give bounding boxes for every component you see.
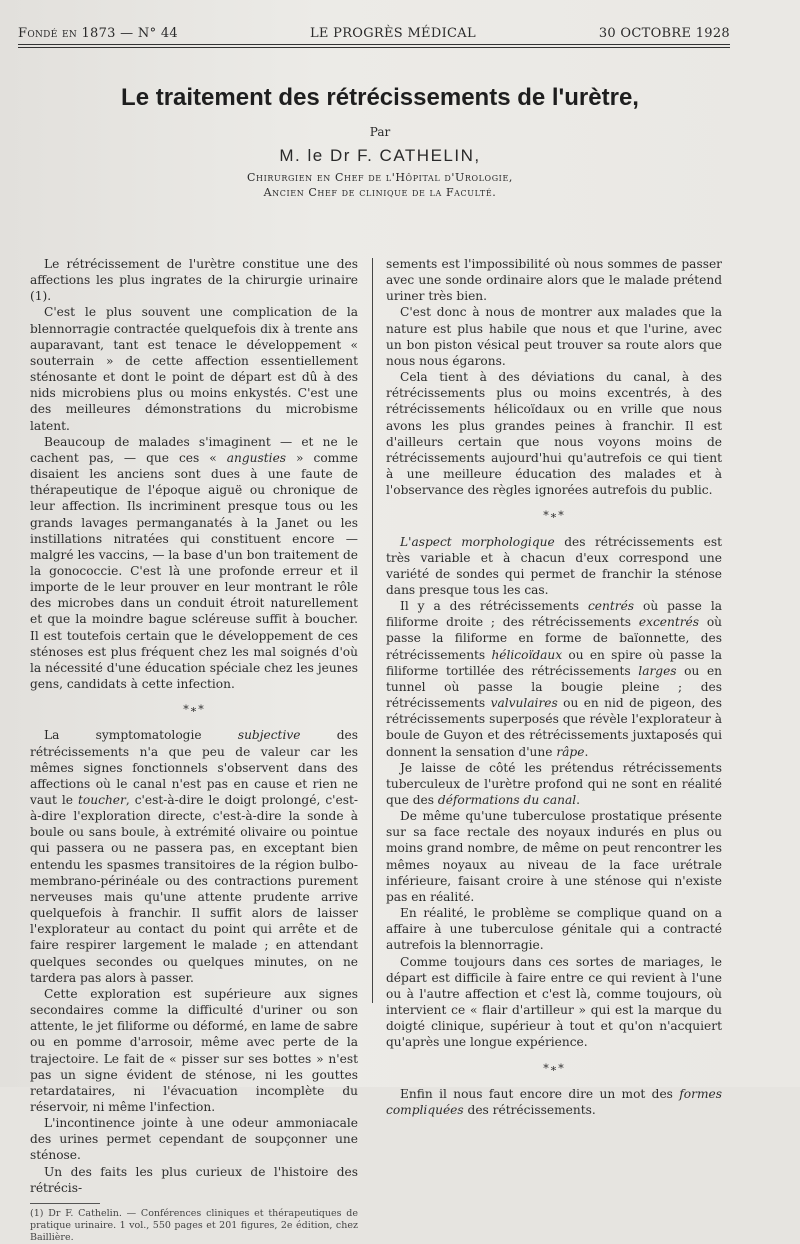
paragraph: De même qu'une tuberculose prostatique présente sur sa face rectale des noyaux indurés en plus ou moins grand nombre, de même on peut rencontrer les mêmes noyaux au niveau de la face urétrale inférieure, faisant croire à une sténose qui n'existe pas en réalité. xyxy=(386,809,722,904)
paragraph: Cela tient à des déviations du canal, à des rétrécissements plus ou moins excentrés, à des rétrécissements hélicoïdaux ou en vrille que nous avons les plus grandes peines à franchir. Il est d'ailleurs certain que nous voyons moins de rétrécissements aujourd'hui qu'autrefois ce qui tient à une meilleure éducation des malades et à l'observance des règles ignorées autrefois du public. xyxy=(386,370,722,498)
section-asterism: *∗* xyxy=(543,509,565,523)
header-journal-title: LE PROGRÈS MÉDICAL xyxy=(310,26,476,41)
right-column xyxy=(386,256,722,1118)
page-header xyxy=(18,24,730,44)
paragraph: Le rétrécissement de l'urètre constitue une des affections les plus ingrates de la chirurgie urinaire (1). xyxy=(30,257,358,304)
paragraph: sements est l'impossibilité où nous sommes de passer avec une sonde ordinaire alors que le malade prétend uriner très bien. xyxy=(386,257,722,304)
paragraph: L'incontinence jointe à une odeur ammoniacale des urines permet cependant de soupçonner une sténose. xyxy=(30,1116,358,1163)
header-date: 30 OCTOBRE 1928 xyxy=(598,26,730,41)
paragraph: En réalité, le problème se complique quand on a affaire à une tuberculose génitale qui a contracté autrefois la blennorragie. xyxy=(386,906,722,953)
footnote-rule xyxy=(30,1203,100,1204)
author-name: M. le Dr F. CATHELIN, xyxy=(279,146,481,165)
article-title: Le traitement des rétrécissements de l'urètre, xyxy=(121,84,639,111)
column-divider xyxy=(372,258,373,1003)
left-column xyxy=(30,256,358,1244)
author-affiliation-1: Chirurgien en Chef de l'Hôpital d'Urologie, xyxy=(247,171,513,184)
section-asterism: *∗* xyxy=(183,703,205,717)
paragraph: Comme toujours dans ces sortes de mariages, le départ est difficile à faire entre ce qui revient à l'une ou à l'autre affection et c'est là, comme toujours, où intervient ce « flair d'artilleur » qui est la marque du doigté clinique, supérieur à tout et qu'on n'acquiert qu'après une longue expérience. xyxy=(386,954,722,1050)
paragraph: Un des faits les plus curieux de l'histoire des rétrécis- xyxy=(30,1164,358,1195)
header-rule-double xyxy=(18,47,730,48)
paragraph: C'est le plus souvent une complication de la blennorragie contractée quelquefois dix à trente ans auparavant, tant est tenace le développement « souterrain » de cette affection essentiellement sténosante et dont le point de départ est dû à des nids microbiens plus ou moins enkystés. C'est une des meilleures démonstrations du microbisme latent. xyxy=(30,305,358,433)
byline-par: Par xyxy=(369,125,391,139)
section-asterism: *∗* xyxy=(543,1061,565,1075)
paragraph: L'aspect morphologique des rétrécissements est très variable et à chacun d'eux correspond une variété de sondes qui permet de franchir la sténose dans presque tous les cas. xyxy=(386,534,722,597)
paragraph: Il y a des rétrécissements centrés où passe la filiforme droite ; des rétrécissements excentrés où passe la filiforme en forme de baïonnette, des rétrécissements hélicoïdaux ou en spire où passe la filiforme tortillée des rétrécissements larges ou en tunnel où passe la bougie pleine ; des rétrécissements valvulaires ou en nid de pigeon, des rétrécissements superposés que révèle l'explorateur à boule de Guyon et des rétrécissements juxtaposés qui donnent la sensation d'une râpe. xyxy=(386,599,723,759)
footnote: (1) Dr F. Cathelin. — Conférences cliniques et thérapeutiques de pratique urinaire. 1 vol., 550 pages et 201 figures, 2e édition, chez Baillière. xyxy=(30,1207,358,1243)
paragraph: C'est donc à nous de montrer aux malades que la nature est plus habile que nous et que l'urine, avec un bon piston vésical peut trouver sa route alors que nous nous égarons. xyxy=(386,305,722,368)
paragraph: Beaucoup de malades s'imaginent — et ne le cachent pas, — que ces « angusties » comme disaient les anciens sont dues à une faute de thérapeutique de l'époque aiguë ou chronique de leur affection. Ils incriminent presque tous ou les grands lavages permanganatés à la Janet ou les instillations nitratées qui constituent encore — malgré les vaccins, — la base d'un bon traitement de la gonococcie. C'est là une profonde erreur et il importe de le leur prouver en leur montrant le rôle des microbes dans un conduit étroit naturellement et que la moindre bague scléreuse suffit à boucher. Il est toutefois certain que le développement de ces sténoses est plus fréquent chez les mal soignés d'où la nécessité d'une éducation spéciale chez les jeunes gens, candidats à cette infection. xyxy=(30,434,358,692)
paragraph: Cette exploration est supérieure aux signes secondaires comme la difficulté d'uriner ou son attente, le jet filiforme ou déformé, en lame de sabre ou en pomme d'arrosoir, même avec perte de la trajectoire. Le fait de « pisser sur ses bottes » n'est pas un signe évident de sténose, ni les gouttes retardataires, ni l'évacuation incomplète du réservoir, ni même l'infection. xyxy=(30,986,358,1114)
header-founded: Fondé en 1873 — N° 44 xyxy=(18,26,178,41)
paragraph: Enfin il nous faut encore dire un mot des formes compliquées des rétrécissements. xyxy=(386,1086,722,1117)
paragraph: Je laisse de côté les prétendus rétrécissements tuberculeux de l'urètre profond qui ne sont en réalité que des déformations du canal. xyxy=(386,760,722,807)
author-affiliation-2: Ancien Chef de clinique de la Faculté. xyxy=(263,186,497,199)
header-rule xyxy=(18,44,730,45)
paragraph: La symptomatologie subjective des rétrécissements n'a que peu de valeur car les mêmes signes fonctionnels s'observent dans des affections où le canal n'est pas en cause et rien ne vaut le toucher, c'est-à-dire le doigt prolongé, c'est-à-dire l'exploration directe, c'est-à-dire la sonde à boule ou sans boule, à extrémité olivaire ou pointue qui passera ou ne passera pas, en exceptant bien entendu les spasmes transitoires de la région bulbo-membrano-périnéale ou des contractions purement nerveuses mais qu'une attente prudente arrive quelquefois à franchir. Il suffit alors de laisser l'explorateur au contact du point qui arrête et de faire respirer largement le malade ; en attendant quelques secondes ou quelques minutes, on ne tardera pas alors à passer. xyxy=(30,728,358,985)
